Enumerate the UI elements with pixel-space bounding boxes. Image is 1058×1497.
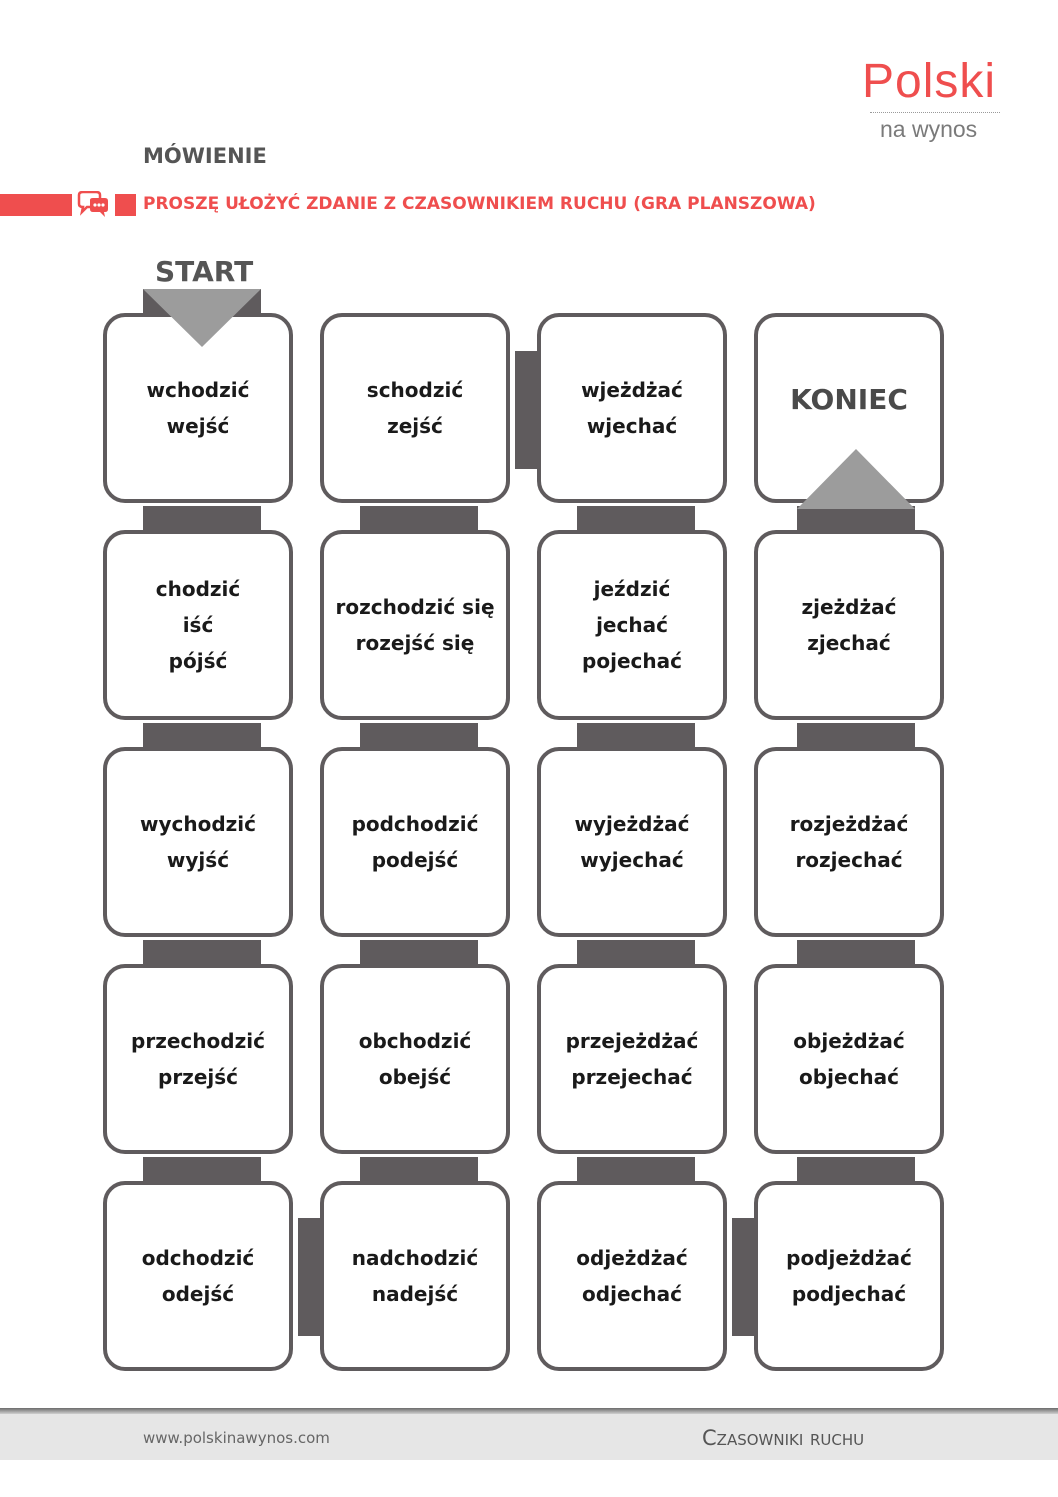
board-cell[interactable] <box>754 747 944 937</box>
board-cell[interactable] <box>103 1181 293 1371</box>
section-title: MÓWIENIE <box>143 144 267 168</box>
verb-perfective: odjechać <box>582 1282 682 1306</box>
start-label: START <box>155 255 254 288</box>
verb-imperfective: wjeżdżać <box>581 378 683 402</box>
verb-imperfective: odjeżdżać <box>576 1246 688 1270</box>
speech-bubbles-icon <box>76 191 110 219</box>
verb-imperfective: rozchodzić się <box>335 595 495 619</box>
board-cell[interactable] <box>103 747 293 937</box>
logo-word: Polski <box>862 55 997 108</box>
logo-subtitle: na wynos <box>880 116 978 142</box>
board-cell[interactable] <box>537 747 727 937</box>
verb-imperfective: schodzić <box>366 378 464 402</box>
board-cell[interactable] <box>537 530 727 720</box>
board-cell[interactable] <box>320 530 510 720</box>
verb-imperfective: wyjeżdżać <box>574 812 690 836</box>
verb-perfective: rozjechać <box>795 848 903 872</box>
verb-imperfective: wychodzić <box>139 812 256 836</box>
footer-title: Czasowniki ruchu <box>702 1426 865 1450</box>
verb-imperfective: obchodzić <box>358 1029 472 1053</box>
verb-perfective: wyjechać <box>580 848 684 872</box>
verb-imperfective: objeżdżać <box>793 1029 905 1053</box>
verb-perfective: wejść <box>166 414 230 438</box>
verb-perfective: obejść <box>378 1065 452 1089</box>
board-cell[interactable] <box>320 313 510 503</box>
instruction-text: PROSZĘ UŁOŻYĆ ZDANIE Z CZASOWNIKIEM RUCHU (GRA PLANSZOWA) <box>143 194 816 214</box>
board-cell[interactable] <box>320 747 510 937</box>
verb-imperfective: wchodzić <box>146 378 250 402</box>
verb-imperfective: zjeżdżać <box>801 595 897 619</box>
verb-perfective: przejechać <box>571 1065 693 1089</box>
board-cell[interactable] <box>320 1181 510 1371</box>
logo <box>862 55 1012 158</box>
board-cell[interactable] <box>103 964 293 1154</box>
verb-form: chodzić <box>155 577 241 601</box>
verb-form: pojechać <box>582 649 682 673</box>
board-cell[interactable] <box>537 964 727 1154</box>
footer-url[interactable]: www.polskinawynos.com <box>143 1429 330 1447</box>
path-connector <box>732 1218 756 1336</box>
verb-perfective: wyjść <box>166 848 230 872</box>
finish-arrow-icon <box>797 449 915 529</box>
path-connector <box>298 1218 322 1336</box>
verb-form: jechać <box>596 613 668 637</box>
verb-perfective: objechać <box>799 1065 899 1089</box>
verb-perfective: nadejść <box>371 1282 459 1306</box>
verb-imperfective: przejeżdżać <box>565 1029 699 1053</box>
verb-perfective: odejść <box>161 1282 235 1306</box>
verb-perfective: zejść <box>387 414 443 438</box>
accent-square <box>115 194 136 216</box>
board-cell[interactable] <box>754 530 944 720</box>
start-arrow-icon <box>143 289 261 347</box>
verb-perfective: zjechać <box>807 631 891 655</box>
verb-imperfective: odchodzić <box>141 1246 255 1270</box>
verb-imperfective: podchodzić <box>351 812 479 836</box>
verb-perfective: podejść <box>371 848 459 872</box>
verb-perfective: przejść <box>158 1065 238 1089</box>
accent-bar <box>0 194 72 216</box>
verb-form: pójść <box>168 649 228 673</box>
verb-form: iść <box>182 613 214 637</box>
verb-form: jeździć <box>593 577 671 601</box>
board-cell[interactable] <box>103 530 293 720</box>
verb-imperfective: przechodzić <box>131 1029 265 1053</box>
finish-label: KONIEC <box>790 383 908 416</box>
board-cell[interactable] <box>754 1181 944 1371</box>
board-cell[interactable] <box>754 964 944 1154</box>
board-cell[interactable] <box>537 1181 727 1371</box>
board-cell[interactable] <box>320 964 510 1154</box>
verb-perfective: wjechać <box>586 414 678 438</box>
path-connector <box>515 351 539 469</box>
logo-divider <box>870 112 1000 113</box>
verb-perfective: rozejść się <box>355 631 475 655</box>
verb-imperfective: rozjeżdżać <box>789 812 909 836</box>
verb-imperfective: nadchodzić <box>351 1246 479 1270</box>
verb-perfective: podjechać <box>791 1282 907 1306</box>
board-cell[interactable] <box>537 313 727 503</box>
verb-imperfective: podjeżdżać <box>786 1246 912 1270</box>
